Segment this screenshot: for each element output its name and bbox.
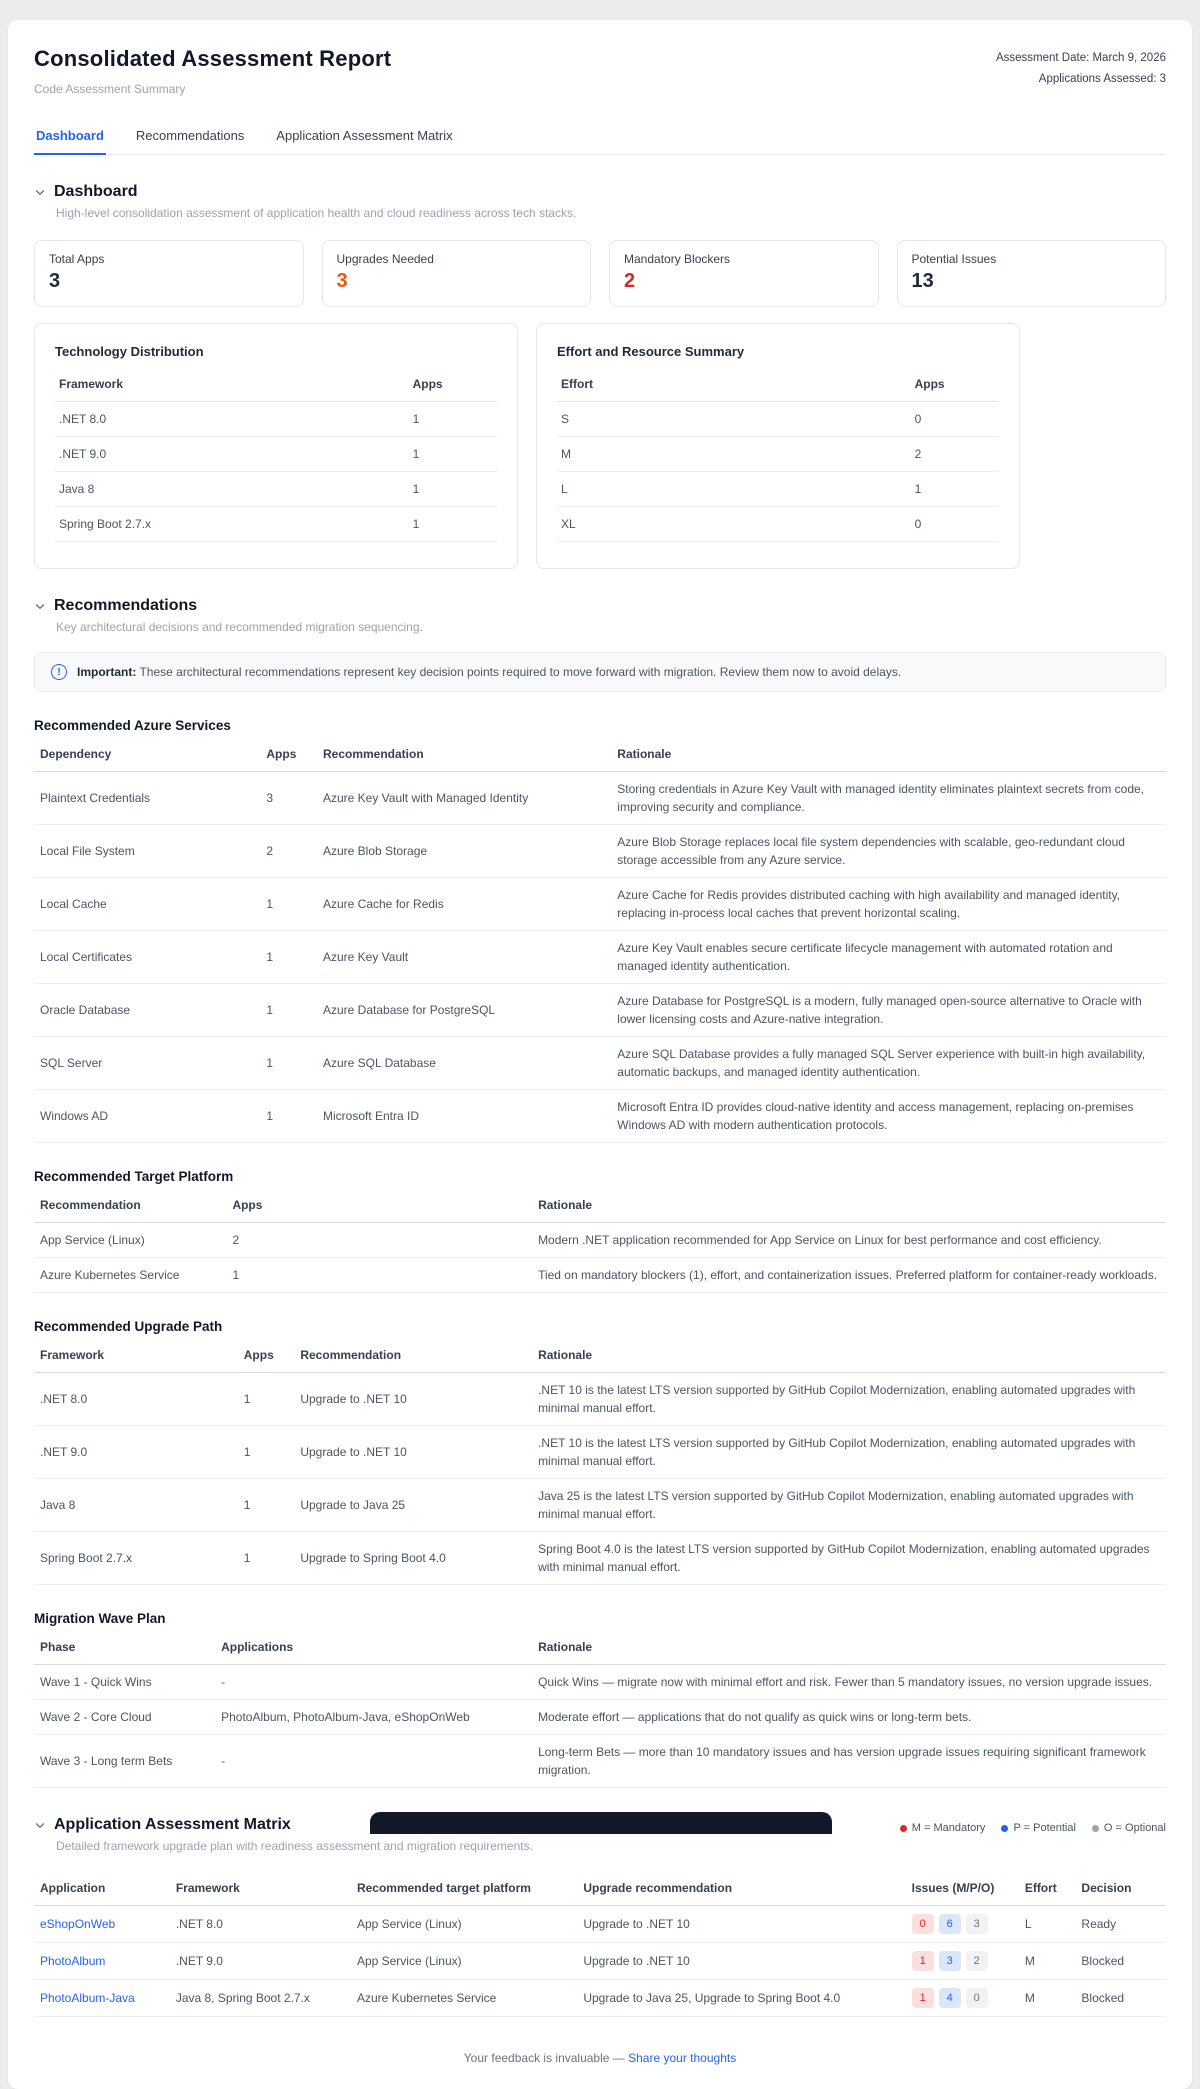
upgrade-cell: Upgrade to Java 25, Upgrade to Spring Boot 4.0 (577, 1980, 905, 2017)
column-header: Dependency (34, 737, 260, 772)
recommendation-cell: Azure Cache for Redis (317, 878, 611, 931)
recommendation-cell: Upgrade to .NET 10 (294, 1373, 532, 1426)
recommendation-cell: App Service (Linux) (34, 1223, 226, 1258)
stat-value: 3 (49, 270, 61, 292)
column-header: Apps (238, 1338, 295, 1373)
column-header: Apps (409, 367, 497, 402)
effort-summary-card (536, 323, 1020, 569)
rationale-cell: Microsoft Entra ID provides cloud-native identity and access management, replacing on-premises Windows AD with modern authentication protocols. (611, 1090, 1166, 1143)
column-header: Rationale (611, 737, 1166, 772)
optional-issues-badge: 3 (966, 1914, 988, 1934)
legend-label: O = Optional (1103, 1822, 1166, 1834)
apps-cell: 0 (911, 507, 999, 542)
apps-cell: 0 (911, 402, 999, 437)
recommendation-cell: Azure Blob Storage (317, 825, 611, 878)
rationale-cell: Quick Wins — migrate now with minimal effort and risk. Fewer than 5 mandatory issues, no version upgrade issues. (532, 1665, 1166, 1700)
recommendation-cell: Azure Key Vault with Managed Identity (317, 772, 611, 825)
effort-cell: M (1019, 1943, 1076, 1980)
table-row (34, 1090, 1166, 1143)
dashboard-section (34, 183, 1166, 569)
dependency-cell: Local Cache (34, 878, 260, 931)
column-header: Decision (1075, 1871, 1166, 1906)
table-row (34, 1258, 1166, 1293)
recommendation-cell: Azure SQL Database (317, 1037, 611, 1090)
rationale-cell: .NET 10 is the latest LTS version supported by GitHub Copilot Modernization, enabling automated upgrades with minimal manual effort. (532, 1373, 1166, 1426)
platform-cell: App Service (Linux) (351, 1906, 577, 1943)
rationale-cell: Azure Database for PostgreSQL is a modern, fully managed open-source alternative to Oracle with lower licensing costs and Azure-native integration. (611, 984, 1166, 1037)
report-header (34, 46, 1166, 96)
mandatory-issues-badge: 1 (912, 1951, 934, 1971)
azure-services-title: Recommended Azure Services (34, 718, 231, 733)
stat-value: 3 (336, 270, 348, 292)
table-row (34, 1373, 1166, 1426)
upgrade-cell: Upgrade to .NET 10 (577, 1943, 905, 1980)
chevron-down-icon[interactable] (34, 600, 46, 612)
framework-cell: .NET 8.0 (170, 1906, 351, 1943)
framework-cell: .NET 9.0 (170, 1943, 351, 1980)
target-platform-title: Recommended Target Platform (34, 1169, 234, 1184)
framework-cell: .NET 8.0 (55, 402, 409, 437)
effort-cell: L (1019, 1906, 1076, 1943)
dependency-cell: Local Certificates (34, 931, 260, 984)
assessment-matrix-table (34, 1871, 1166, 2017)
application-link[interactable]: PhotoAlbum (40, 1954, 106, 1968)
table-row (34, 931, 1166, 984)
report-card (8, 20, 1192, 2089)
wave-plan-title: Migration Wave Plan (34, 1611, 166, 1626)
chevron-down-icon[interactable] (34, 186, 46, 198)
table-row (34, 1665, 1166, 1700)
framework-cell: Spring Boot 2.7.x (55, 507, 409, 542)
column-header: Application (34, 1871, 170, 1906)
table-row (55, 507, 497, 542)
upgrade-path-table (34, 1338, 1166, 1585)
assessment-date: Assessment Date: March 9, 2026 (995, 52, 1166, 64)
table-row (55, 402, 497, 437)
stat-total-apps (34, 240, 304, 307)
phase-cell: Wave 1 - Quick Wins (34, 1665, 215, 1700)
rationale-cell: Long-term Bets — more than 10 mandatory issues and has version upgrade issues requiring significant framework migration. (532, 1735, 1166, 1788)
matrix-description: Detailed framework upgrade plan with readiness assessment and migration requirements. (56, 1839, 533, 1853)
column-header: Recommended target platform (351, 1871, 577, 1906)
stat-potential-issues (897, 240, 1167, 307)
column-header: Effort (1019, 1871, 1076, 1906)
tab-bar (34, 122, 1166, 155)
recommendation-cell: Upgrade to Spring Boot 4.0 (294, 1532, 532, 1585)
decision-cell: Blocked (1075, 1943, 1166, 1980)
stat-label: Mandatory Blockers (624, 252, 731, 266)
apps-cell: 2 (260, 825, 317, 878)
matrix-heading: Application Assessment Matrix (54, 1816, 291, 1833)
application-link[interactable]: eShopOnWeb (40, 1917, 116, 1931)
technology-distribution-table (55, 367, 497, 542)
column-header: Upgrade recommendation (577, 1871, 905, 1906)
apps-cell: 1 (260, 1037, 317, 1090)
column-header: Apps (226, 1188, 532, 1223)
column-header: Issues (M/P/O) (906, 1871, 1019, 1906)
rationale-cell: Modern .NET application recommended for App Service on Linux for best performance and cost efficiency. (532, 1223, 1166, 1258)
apps-cell: 2 (911, 437, 999, 472)
framework-cell: .NET 9.0 (34, 1426, 238, 1479)
stat-mandatory-blockers (609, 240, 879, 307)
dependency-cell: Oracle Database (34, 984, 260, 1037)
apps-cell: 2 (226, 1223, 532, 1258)
optional-dot-icon (1092, 1825, 1099, 1832)
dependency-cell: Windows AD (34, 1090, 260, 1143)
column-header: Effort (557, 367, 911, 402)
dashboard-heading: Dashboard (54, 183, 138, 200)
potential-dot-icon (1001, 1825, 1008, 1832)
bottom-dock-bar (370, 1812, 832, 1834)
table-row (34, 1426, 1166, 1479)
table-row (34, 1479, 1166, 1532)
banner-label: Important: (77, 665, 137, 679)
table-row (557, 437, 999, 472)
apps-cell: 1 (238, 1532, 295, 1585)
table-row (55, 472, 497, 507)
rationale-cell: Tied on mandatory blockers (1), effort, and containerization issues. Preferred platform for container-ready workloads. (532, 1258, 1166, 1293)
important-banner (34, 652, 1166, 692)
page-subtitle: Code Assessment Summary (34, 82, 186, 96)
apps-cell: 1 (260, 984, 317, 1037)
table-row (34, 1700, 1166, 1735)
share-thoughts-link[interactable]: Share your thoughts (628, 2051, 737, 2065)
applications-cell: - (215, 1665, 532, 1700)
optional-issues-badge: 0 (966, 1988, 988, 2008)
apps-cell: 1 (409, 507, 497, 542)
column-header: Phase (34, 1630, 215, 1665)
stat-label: Potential Issues (911, 252, 997, 266)
table-row (34, 772, 1166, 825)
effort-cell: M (557, 437, 911, 472)
recommendations-section (34, 597, 1166, 1788)
column-header: Applications (215, 1630, 532, 1665)
card-title: Technology Distribution (55, 344, 204, 359)
recommendation-cell: Microsoft Entra ID (317, 1090, 611, 1143)
applications-cell: PhotoAlbum, PhotoAlbum-Java, eShopOnWeb (215, 1700, 532, 1735)
applications-cell: - (215, 1735, 532, 1788)
card-title: Effort and Resource Summary (557, 344, 745, 359)
rationale-cell: .NET 10 is the latest LTS version supported by GitHub Copilot Modernization, enabling automated upgrades with minimal manual effort. (532, 1426, 1166, 1479)
apps-cell: 1 (238, 1479, 295, 1532)
column-header: Framework (170, 1871, 351, 1906)
column-header: Recommendation (294, 1338, 532, 1373)
banner-text: These architectural recommendations represent key decision points required to move forward with migration. Review them now to avoid delays. (139, 665, 902, 679)
table-row (34, 1037, 1166, 1090)
potential-issues-badge: 6 (939, 1914, 961, 1934)
stat-upgrades-needed (322, 240, 592, 307)
effort-cell: S (557, 402, 911, 437)
page-title: Consolidated Assessment Report (34, 46, 392, 71)
decision-cell: Blocked (1075, 1980, 1166, 2017)
effort-cell: L (557, 472, 911, 507)
application-link[interactable]: PhotoAlbum-Java (40, 1991, 135, 2005)
column-header: Framework (55, 367, 409, 402)
rationale-cell: Azure SQL Database provides a fully managed SQL Server experience with built-in high availability, automatic backups, and managed identity authentication. (611, 1037, 1166, 1090)
column-header: Apps (260, 737, 317, 772)
recommendation-cell: Azure Key Vault (317, 931, 611, 984)
potential-issues-badge: 4 (939, 1988, 961, 2008)
column-header: Rationale (532, 1188, 1166, 1223)
feedback-text: Your feedback is invaluable — (463, 2051, 625, 2065)
legend-label: P = Potential (1013, 1822, 1076, 1834)
recommendations-description: Key architectural decisions and recommended migration sequencing. (56, 620, 423, 634)
framework-cell: Java 8 (55, 472, 409, 507)
mandatory-issues-badge: 0 (912, 1914, 934, 1934)
framework-cell: Spring Boot 2.7.x (34, 1532, 238, 1585)
effort-cell: M (1019, 1980, 1076, 2017)
technology-distribution-card (34, 323, 518, 569)
table-row (34, 825, 1166, 878)
info-icon: ! (51, 664, 67, 680)
dependency-cell: Plaintext Credentials (34, 772, 260, 825)
platform-cell: App Service (Linux) (351, 1943, 577, 1980)
rationale-cell: Java 25 is the latest LTS version supported by GitHub Copilot Modernization, enabling automated upgrades with minimal manual effort. (532, 1479, 1166, 1532)
column-header: Rationale (532, 1338, 1166, 1373)
phase-cell: Wave 2 - Core Cloud (34, 1700, 215, 1735)
recommendation-cell: Azure Kubernetes Service (34, 1258, 226, 1293)
stat-cards (34, 240, 1166, 307)
apps-cell: 1 (260, 931, 317, 984)
framework-cell: .NET 8.0 (34, 1373, 238, 1426)
rationale-cell: Storing credentials in Azure Key Vault with managed identity eliminates plaintext secrets from code, improving security and compliance. (611, 772, 1166, 825)
target-platform-table (34, 1188, 1166, 1293)
decision-cell: Ready (1075, 1906, 1166, 1943)
column-header: Recommendation (34, 1188, 226, 1223)
table-row (34, 1906, 1166, 1943)
table-row (34, 1980, 1166, 2017)
apps-cell: 1 (409, 402, 497, 437)
effort-cell: XL (557, 507, 911, 542)
table-row (34, 1532, 1166, 1585)
optional-issues-badge: 2 (966, 1951, 988, 1971)
column-header: Recommendation (317, 737, 611, 772)
wave-plan-table (34, 1630, 1166, 1788)
platform-cell: Azure Kubernetes Service (351, 1980, 577, 2017)
framework-cell: .NET 9.0 (55, 437, 409, 472)
rationale-cell: Azure Key Vault enables secure certificate lifecycle management with automated rotation and managed identity authentication. (611, 931, 1166, 984)
azure-services-table (34, 737, 1166, 1143)
dashboard-description: High-level consolidation assessment of application health and cloud readiness across tech stacks. (56, 206, 577, 220)
recommendation-cell: Azure Database for PostgreSQL (317, 984, 611, 1037)
rationale-cell: Moderate effort — applications that do not qualify as quick wins or long-term bets. (532, 1700, 1166, 1735)
recommendation-cell: Upgrade to Java 25 (294, 1479, 532, 1532)
stat-value: 13 (911, 270, 934, 292)
mandatory-issues-badge: 1 (912, 1988, 934, 2008)
stat-label: Total Apps (49, 252, 105, 266)
feedback-footer (34, 2051, 1166, 2071)
table-row (34, 1223, 1166, 1258)
issues-legend (900, 1816, 1166, 1834)
matrix-section (34, 1816, 1166, 2017)
apps-cell: 1 (238, 1426, 295, 1479)
table-row (557, 402, 999, 437)
table-row (34, 1735, 1166, 1788)
stat-label: Upgrades Needed (336, 252, 434, 266)
mandatory-dot-icon (900, 1825, 907, 1832)
dependency-cell: Local File System (34, 825, 260, 878)
phase-cell: Wave 3 - Long term Bets (34, 1735, 215, 1788)
rationale-cell: Azure Blob Storage replaces local file system dependencies with scalable, geo-redundant cloud storage accessible from any Azure service. (611, 825, 1166, 878)
column-header: Apps (911, 367, 999, 402)
column-header: Rationale (532, 1630, 1166, 1665)
chevron-down-icon[interactable] (34, 1819, 46, 1831)
stat-value: 2 (624, 270, 636, 292)
framework-cell: Java 8, Spring Boot 2.7.x (170, 1980, 351, 2017)
upgrade-cell: Upgrade to .NET 10 (577, 1906, 905, 1943)
apps-cell: 1 (226, 1258, 532, 1293)
tab-application-assessment-matrix[interactable]: Application Assessment Matrix (276, 128, 453, 143)
tab-dashboard[interactable]: Dashboard (34, 122, 106, 155)
table-row (55, 437, 497, 472)
apps-cell: 1 (409, 437, 497, 472)
effort-summary-table (557, 367, 999, 542)
rationale-cell: Spring Boot 4.0 is the latest LTS version supported by GitHub Copilot Modernization, enabling automated upgrades with minimal manual effort. (532, 1532, 1166, 1585)
table-row (34, 1943, 1166, 1980)
dependency-cell: SQL Server (34, 1037, 260, 1090)
apps-cell: 1 (260, 1090, 317, 1143)
table-row (34, 878, 1166, 931)
apps-cell: 1 (238, 1373, 295, 1426)
table-row (34, 984, 1166, 1037)
framework-cell: Java 8 (34, 1479, 238, 1532)
legend-label: M = Mandatory (911, 1822, 986, 1834)
tab-recommendations[interactable]: Recommendations (135, 128, 245, 143)
applications-assessed: Applications Assessed: 3 (1038, 72, 1166, 85)
upgrade-path-title: Recommended Upgrade Path (34, 1319, 223, 1334)
apps-cell: 1 (409, 472, 497, 507)
table-row (557, 507, 999, 542)
potential-issues-badge: 3 (939, 1951, 961, 1971)
apps-cell: 1 (911, 472, 999, 507)
column-header: Framework (34, 1338, 238, 1373)
table-row (557, 472, 999, 507)
apps-cell: 1 (260, 878, 317, 931)
apps-cell: 3 (260, 772, 317, 825)
rationale-cell: Azure Cache for Redis provides distributed caching with high availability and managed identity, replacing in-process local caches that prevent horizontal scaling. (611, 878, 1166, 931)
recommendations-heading: Recommendations (54, 597, 198, 614)
recommendation-cell: Upgrade to .NET 10 (294, 1426, 532, 1479)
